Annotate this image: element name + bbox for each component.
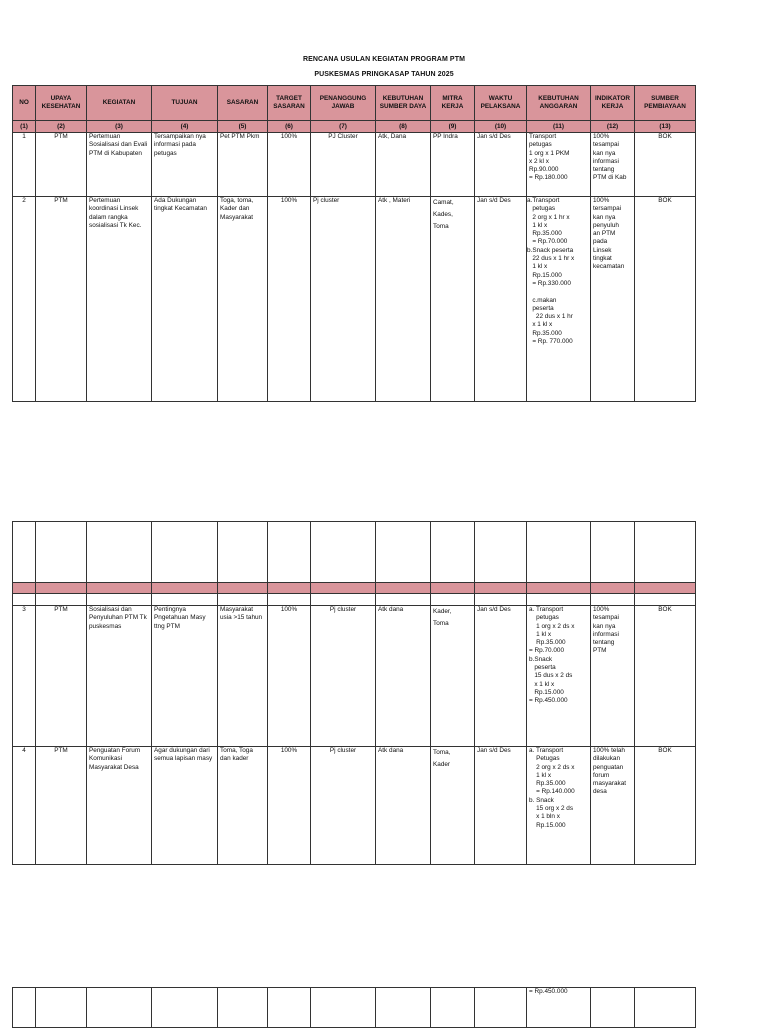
cell-anggaran: a.Transport petugas 2 org x 1 hr x 1 kl x Rp.35.000 = Rp.70.000 b.Snack peserta 22 dus x 1 hr x 1 kl x Rp.15.000 = Rp.330.000 c.makan peserta 22 dus x 1 hr x 1 kl x Rp.35.000 = Rp. 770.000 <box>527 197 591 402</box>
cell-target: 100% <box>268 133 311 197</box>
header-cell: UPAYA KESEHATAN <box>36 86 87 121</box>
column-number: (9) <box>431 121 475 133</box>
continuation-row <box>13 988 696 1028</box>
cell-waktu: Jan s/d Des <box>475 133 527 197</box>
cell-tujuan: Pentingnya Pngetahuan Masy ttng PTM <box>152 606 218 747</box>
activity-table-page1 <box>12 85 696 402</box>
column-number: (11) <box>527 121 591 133</box>
table-row <box>13 606 696 747</box>
cell-sumber-daya: Atk , Materi <box>376 197 431 402</box>
cell-no: 1 <box>13 133 36 197</box>
column-number: (10) <box>475 121 527 133</box>
cell-pembiayaan: BOK <box>635 197 696 402</box>
cell-upaya: PTM <box>36 133 87 197</box>
cell-tujuan: Tersampaikan nya informasi pada petugas <box>152 133 218 197</box>
cell-sasaran: Toga, toma, Kader dan Masyarakat <box>218 197 268 402</box>
cell-pj: Pj cluster <box>311 606 376 747</box>
document-subtitle: PUSKESMAS PRINGKASAP TAHUN 2025 <box>314 71 454 78</box>
cell-waktu: Jan s/d Des <box>475 747 527 865</box>
cell-tujuan: Agar dukungan dari semua lapisan masy <box>152 747 218 865</box>
cell-pembiayaan: BOK <box>635 606 696 747</box>
table-row <box>13 133 696 197</box>
column-number: (6) <box>268 121 311 133</box>
cell-no: 4 <box>13 747 36 865</box>
cell-kegiatan: Sosialisasi dan Penyuluhan PTM Tk puskesmas <box>87 606 152 747</box>
cell-target: 100% <box>268 747 311 865</box>
header-cell: INDIKATOR KERJA <box>591 86 635 121</box>
activity-table-page3 <box>12 987 696 1028</box>
header-cell: PENANGGUNG JAWAB <box>311 86 376 121</box>
column-number: (7) <box>311 121 376 133</box>
column-number: (1) <box>13 121 36 133</box>
activity-table-page2 <box>12 521 696 865</box>
header-cell: KEBUTUHAN ANGGARAN <box>527 86 591 121</box>
cell-target: 100% <box>268 197 311 402</box>
column-number: (4) <box>152 121 218 133</box>
header-cell: KEGIATAN <box>87 86 152 121</box>
cell-mitra: PP Indra <box>431 133 475 197</box>
header-cell: TARGET SASARAN <box>268 86 311 121</box>
cell-sumber-daya: Atk, Dana <box>376 133 431 197</box>
header-cell: MITRA KERJA <box>431 86 475 121</box>
cell-pembiayaan: BOK <box>635 747 696 865</box>
cell-pj: PJ Cluster <box>311 133 376 197</box>
cell-anggaran: a. Transport petugas 1 org x 2 ds x 1 kl x Rp.35.000 = Rp.70.000 b.Snack peserta 15 dus x 2 ds x 1 kl x Rp.15.000 = Rp.450.000 <box>527 606 591 747</box>
empty-band-row <box>13 583 696 594</box>
cell-sasaran: Toma, Toga dan kader <box>218 747 268 865</box>
cell-target: 100% <box>268 606 311 747</box>
empty-row <box>13 594 696 606</box>
column-number-row <box>13 121 696 133</box>
cell-pj: Pj cluster <box>311 197 376 402</box>
column-number: (12) <box>591 121 635 133</box>
cell-kegiatan: Penguatan Forum Komunikasi Masyarakat Desa <box>87 747 152 865</box>
column-number: (8) <box>376 121 431 133</box>
column-number: (5) <box>218 121 268 133</box>
cell-upaya: PTM <box>36 747 87 865</box>
cell-waktu: Jan s/d Des <box>475 197 527 402</box>
header-row <box>13 86 696 121</box>
cell-indikator: 100% telah dilakukan penguatan forum masyarakat desa <box>591 747 635 865</box>
cell-mitra: Kader, Toma <box>431 606 475 747</box>
cell-anggaran: Transport petugas 1 org x 1 PKM x 2 kl x Rp.90.000 = Rp.180.000 <box>527 133 591 197</box>
cell-upaya: PTM <box>36 197 87 402</box>
cell-tujuan: Ada Dukungan tingkat Kecamatan <box>152 197 218 402</box>
cell-sumber-daya: Atk dana <box>376 606 431 747</box>
header-cell: WAKTU PELAKSANA <box>475 86 527 121</box>
cell-anggaran: a. Transport Petugas 2 org x 2 ds x 1 kl x Rp.35.000 = Rp.140.000 b. Snack 15 org x 2 ds x 1 bln x Rp.15.000 <box>527 747 591 865</box>
header-cell: SUMBER PEMBIAYAAN <box>635 86 696 121</box>
cell-mitra: Toma, Kader <box>431 747 475 865</box>
table-row <box>13 197 696 402</box>
cell-pj: Pj cluster <box>311 747 376 865</box>
cell-sasaran: Pet PTM Pkm <box>218 133 268 197</box>
cell-no: 2 <box>13 197 36 402</box>
table-row <box>13 747 696 865</box>
header-cell: TUJUAN <box>152 86 218 121</box>
header-cell: SASARAN <box>218 86 268 121</box>
cell-indikator: 100% tesampai kan nya informasi tentang PTM di Kab <box>591 133 635 197</box>
cell-kegiatan: Pertemuan koordinasi Linsek dalam rangka sosialisasi Tk Kec. <box>87 197 152 402</box>
column-number: (2) <box>36 121 87 133</box>
cell-sasaran: Masyarakat usia >15 tahun <box>218 606 268 747</box>
cell-no: 3 <box>13 606 36 747</box>
header-cell: NO <box>13 86 36 121</box>
cell-indikator: 100% tesampai kan nya informasi tentang PTM <box>591 606 635 747</box>
column-number: (3) <box>87 121 152 133</box>
cell-anggaran-continued: = Rp.450.000 <box>527 988 591 1028</box>
cell-mitra: Camat, Kades, Toma <box>431 197 475 402</box>
cell-upaya: PTM <box>36 606 87 747</box>
document-title: RENCANA USULAN KEGIATAN PROGRAM PTM <box>302 56 466 63</box>
cell-kegiatan: Pertemuan Sosialisasi dan Evali PTM di Kabupaten <box>87 133 152 197</box>
cell-pembiayaan: BOK <box>635 133 696 197</box>
column-number: (13) <box>635 121 696 133</box>
cell-sumber-daya: Atk dana <box>376 747 431 865</box>
header-cell: KEBUTUHAN SUMBER DAYA <box>376 86 431 121</box>
cell-waktu: Jan s/d Des <box>475 606 527 747</box>
empty-header-row <box>13 522 696 583</box>
cell-indikator: 100% tersampai kan nya penyuluh an PTM pada Linsek tingkat kecamatan <box>591 197 635 402</box>
